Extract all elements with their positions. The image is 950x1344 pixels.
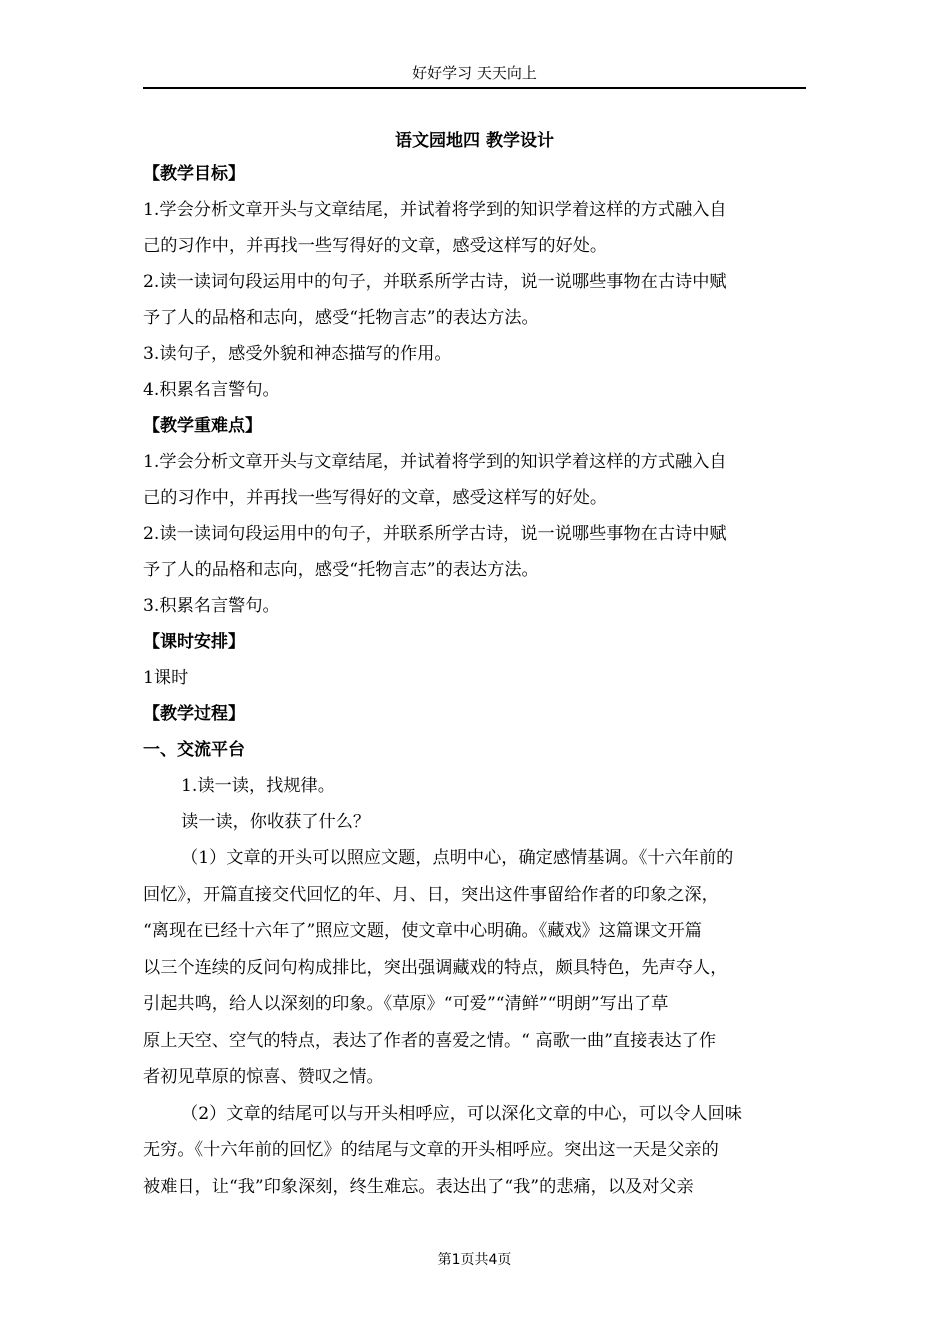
document-title: 语文园地四 教学设计 — [395, 131, 554, 151]
paragraph-line: 引起共鸣，给人以深刻的印象。《草原》“可爱”“清鲜”“明朗”写出了草 — [143, 994, 669, 1014]
goals-line: 1.学会分析文章开头与文章结尾，并试着将学到的知识学着这样的方式融入自 — [143, 200, 727, 220]
key-points-list — [143, 444, 806, 624]
key-points-heading: 【教学重难点】 — [143, 416, 262, 436]
process-item: 1.读一读，找规律。 — [181, 776, 335, 796]
process-prompt: 读一读，你收获了什么？ — [181, 812, 371, 832]
paragraph-line: 被难日，让“我”印象深刻，终生难忘。表达出了“我”的悲痛，以及对父亲 — [143, 1176, 694, 1197]
key-points-line: 己的习作中，并再找一些写得好的文章，感受这样写的好处。 — [143, 488, 608, 508]
document-body — [143, 126, 806, 1205]
goals-line: 2.读一读词句段运用中的句子，并联系所学古诗，说一说哪些事物在古诗中赋 — [143, 272, 727, 292]
key-points-line: 3.积累名言警句。 — [143, 596, 280, 616]
goals-line: 己的习作中，并再找一些写得好的文章，感受这样写的好处。 — [143, 236, 608, 256]
process-heading: 【教学过程】 — [143, 704, 245, 724]
header-divider — [143, 87, 806, 89]
key-points-line: 予了人的品格和志向，感受“托物言志”的表达方法。 — [143, 560, 539, 580]
goals-line: 予了人的品格和志向，感受“托物言志”的表达方法。 — [143, 308, 539, 328]
paragraph-line: 回忆》，开篇直接交代回忆的年、月、日，突出这件事留给作者的印象之深， — [143, 884, 719, 905]
paragraph-line: 无穷。《十六年前的回忆》的结尾与文章的开头相呼应。突出这一天是父亲的 — [143, 1140, 719, 1160]
process-paragraph-2 — [143, 1096, 806, 1206]
key-points-line: 2.读一读词句段运用中的句子，并联系所学古诗，说一说哪些事物在古诗中赋 — [143, 524, 727, 544]
goals-heading: 【教学目标】 — [143, 164, 245, 184]
goals-line: 4.积累名言警句。 — [143, 380, 280, 400]
process-subheading: 一、交流平台 — [143, 740, 245, 760]
paragraph-line: 者初见草原的惊喜、赞叹之情。 — [143, 1067, 384, 1087]
paragraph-line: （2）文章的结尾可以与开头相呼应，可以深化文章的中心，可以令人回味 — [181, 1103, 742, 1124]
paragraph-line: （1）文章的开头可以照应文题，点明中心，确定感情基调。《十六年前的 — [181, 848, 734, 868]
paragraph-line: 原上天空、空气的特点，表达了作者的喜爱之情。“ 高歌一曲”直接表达了作 — [143, 1030, 717, 1051]
schedule-heading: 【课时安排】 — [143, 632, 245, 652]
schedule-value: 1课时 — [143, 668, 189, 688]
key-points-line: 1.学会分析文章开头与文章结尾，并试着将学到的知识学着这样的方式融入自 — [143, 452, 727, 472]
paragraph-line: “离现在已经十六年了”照应文题，使文章中心明确。《藏戏》这篇课文开篇 — [143, 921, 702, 941]
page-footer: 第1页共4页 — [437, 1252, 512, 1268]
paragraph-line: 以三个连续的反问句构成排比，突出强调藏戏的特点，颇具特色，先声夺人， — [143, 957, 728, 978]
process-paragraph-1 — [143, 840, 806, 1096]
page-header: 好好学习 天天向上 — [412, 64, 537, 82]
goals-line: 3.读句子，感受外貌和神态描写的作用。 — [143, 344, 452, 364]
goals-list — [143, 192, 806, 408]
